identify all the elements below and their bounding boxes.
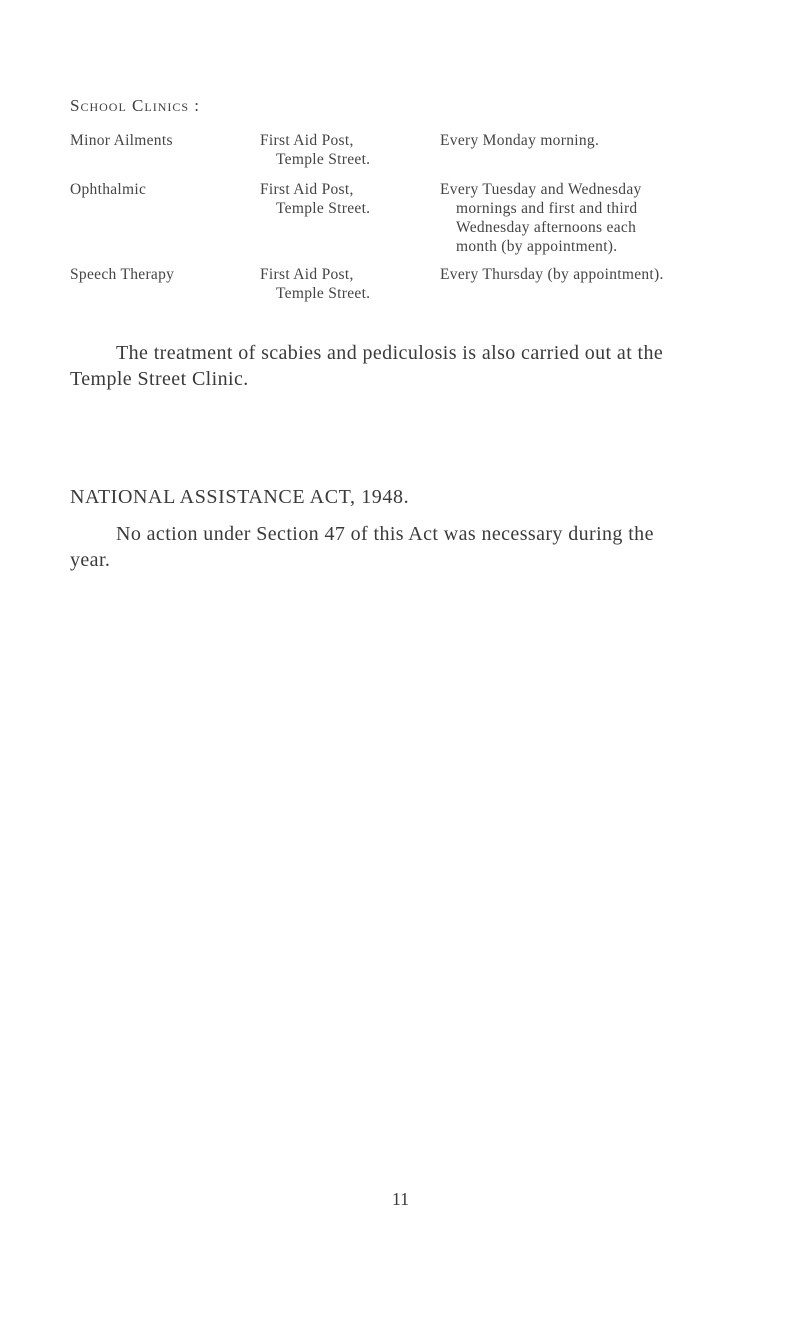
clinic-name: Minor Ailments — [70, 132, 173, 149]
clinic-place — [260, 131, 435, 169]
school-clinics-heading: School Clinics : — [70, 96, 201, 115]
clinic-time — [440, 265, 732, 284]
clinic-time — [440, 180, 732, 256]
clinic-place-line2: Temple Street. — [276, 151, 371, 168]
clinic-name: Speech Therapy — [70, 266, 175, 283]
clinic-place-line1: First Aid Post, — [260, 181, 354, 198]
clinic-place-line2: Temple Street. — [276, 200, 371, 217]
clinic-place-line1: First Aid Post, — [260, 132, 354, 149]
clinic-time — [440, 131, 732, 150]
clinic-time-line: Wednesday afternoons each — [456, 219, 637, 236]
scabies-paragraph — [70, 340, 730, 392]
paragraph-line: The treatment of scabies and pediculosis is also carried out at the — [116, 342, 664, 364]
clinic-time-line: Every Monday morning. — [440, 132, 600, 149]
paragraph-line: Temple Street Clinic. — [70, 368, 249, 390]
clinic-time-line: month (by appointment). — [456, 238, 618, 255]
clinic-place — [260, 265, 435, 303]
page-number: 11 — [391, 1189, 410, 1209]
clinic-time-line: Every Tuesday and Wednesday — [440, 181, 642, 198]
national-assistance-paragraph — [70, 521, 730, 573]
national-assistance-heading: NATIONAL ASSISTANCE ACT, 1948. — [70, 486, 410, 508]
clinic-time-line: Every Thursday (by appointment). — [440, 266, 664, 283]
paragraph-line: year. — [70, 549, 111, 571]
paragraph-line: No action under Section 47 of this Act was necessary during the — [116, 523, 654, 545]
clinic-place-line2: Temple Street. — [276, 285, 371, 302]
clinic-place — [260, 180, 435, 218]
clinic-time-line: mornings and first and third — [456, 200, 638, 217]
clinic-name: Ophthalmic — [70, 181, 147, 198]
clinic-place-line1: First Aid Post, — [260, 266, 354, 283]
